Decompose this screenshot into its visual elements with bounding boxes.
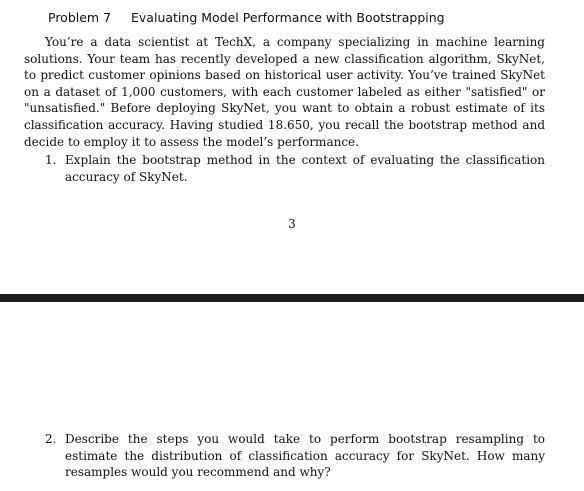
problem-number: Problem 7 [48, 10, 112, 25]
question-1-number: 1. [45, 153, 57, 167]
problem-title: Evaluating Model Performance with Bootstrapping [131, 10, 445, 25]
problem-intro: You’re a data scientist at TechX, a company specializing in machine learning solutions. Your team has recently developed a new classification algorithm, SkyNet, to predict customer opinions based on historical user activity. You’ve trained SkyNet on a dataset of 1,000 customers, with each customer labeled as either "satisfied" or "unsatisfied." Before deploying SkyNet, you want to obtain a robust estimate of its classification accuracy. Having studied 18.650, you recall the bootstrap method and decide to employ it to assess the model’s performance. [24, 35, 545, 149]
question-2 [45, 431, 545, 481]
question-1-text: Explain the bootstrap method in the context of evaluating the classification accuracy of SkyNet. [65, 153, 545, 184]
question-2-number: 2. [45, 432, 57, 446]
problem-header [48, 10, 445, 25]
question-1 [45, 152, 545, 185]
page-break-bar [0, 294, 584, 302]
question-2-text: Describe the steps you would take to perform bootstrap resampling to estimate the distribution of classification accuracy for SkyNet. How many resamples would you recommend and why? [65, 432, 545, 480]
page-number: 3 [288, 217, 296, 231]
